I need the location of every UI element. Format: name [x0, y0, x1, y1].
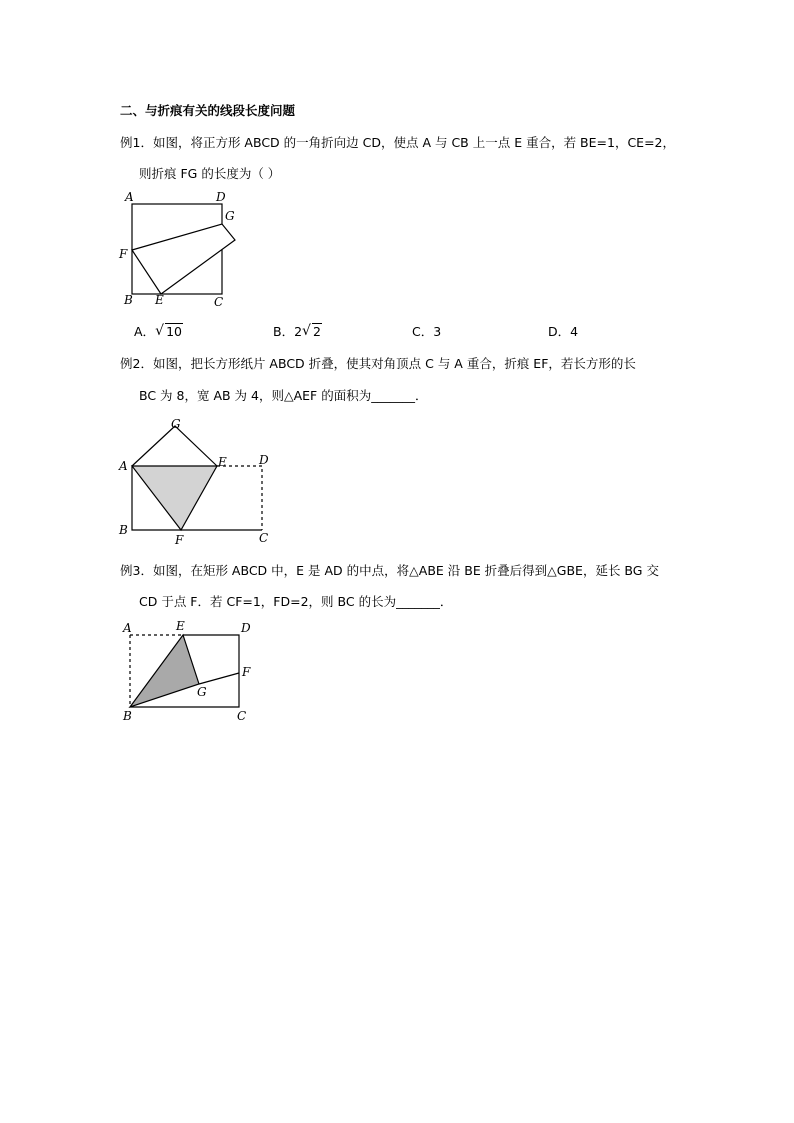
option-a: A． √ 10: [134, 323, 182, 339]
label-e: E: [218, 455, 227, 469]
section-title: 二、与折痕有关的线段长度问题: [120, 103, 296, 118]
label-c: C: [237, 709, 247, 723]
label-b: B: [124, 293, 133, 307]
segment-gf: [199, 673, 239, 684]
rect-dashed-part: [217, 466, 262, 530]
folded-edge-ag-ge: [132, 426, 217, 466]
label-d: D: [216, 190, 226, 204]
example-3-line-2: CD 于点 F．若 CF=1，FD=2，则 BC 的长为_______．: [139, 594, 453, 609]
label-c: C: [259, 531, 269, 545]
triangle-aef: [132, 466, 217, 530]
label-a: A: [119, 459, 128, 473]
example-1-figure: [115, 188, 255, 308]
label-e: E: [176, 619, 185, 633]
option-b: B．2 √ 2: [273, 323, 321, 339]
label-f: F: [242, 665, 251, 679]
label-b: B: [119, 523, 128, 537]
label-g: G: [197, 685, 207, 699]
example-2-figure: [115, 416, 285, 551]
label-c: C: [214, 295, 224, 309]
example-1-line-2: 则折痕 FG 的长度为（ ）: [139, 166, 281, 181]
label-d: D: [241, 621, 251, 635]
example-3-line-1: 例3．如图，在矩形 ABCD 中，E 是 AD 的中点，将△ABE 沿 BE 折叠后得到△GBE，延长 BG 交: [120, 563, 659, 578]
example-1-line-1: 例1．如图，将正方形 ABCD 的一角折向边 CD，使点 A 与 CB 上一点 E 重合，若 BE=1，CE=2，: [120, 135, 676, 150]
label-e: E: [155, 293, 164, 307]
option-d: D．4: [548, 324, 579, 339]
label-a: A: [125, 190, 134, 204]
example-2-line-1: 例2．如图，把长方形纸片 ABCD 折叠，使其对角顶点 C 与 A 重合，折痕 EF，若长方形的长: [120, 356, 636, 371]
label-d: D: [259, 453, 269, 467]
label-g: G: [171, 417, 181, 431]
label-f: F: [119, 247, 128, 261]
label-f: F: [175, 533, 184, 547]
label-a: A: [123, 621, 132, 635]
option-c: C．3: [412, 324, 442, 339]
example-2-line-2: BC 为 8，宽 AB 为 4，则△AEF 的面积为_______．: [139, 388, 428, 403]
label-g: G: [225, 209, 235, 223]
triangle-gbe: [130, 635, 199, 707]
label-b: B: [123, 709, 132, 723]
folded-flap: [132, 224, 235, 294]
example-3-figure: [115, 616, 260, 726]
